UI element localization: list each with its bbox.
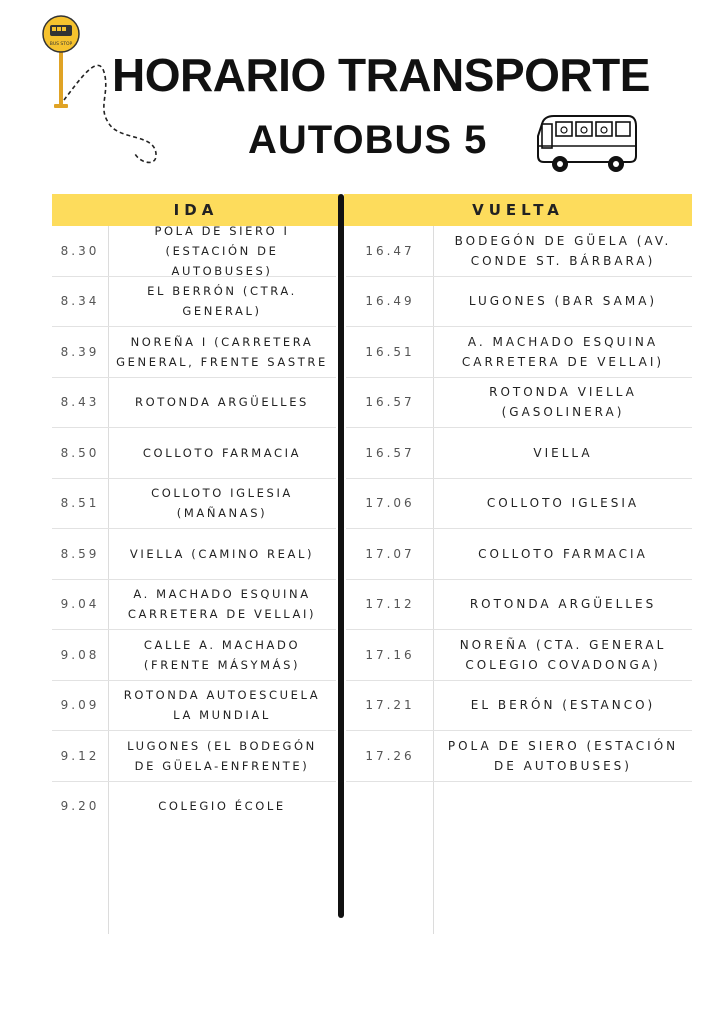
ida-stop: COLLOTO FARMACIA [142, 445, 302, 460]
vuelta-time: 17.26 [365, 748, 415, 763]
ida-time: 8.39 [60, 344, 100, 359]
ida-time: 9.04 [60, 597, 100, 612]
ida-time: 9.20 [60, 799, 100, 814]
vuelta-time: 16.47 [365, 243, 415, 258]
table-row [346, 529, 692, 580]
table-row [52, 428, 336, 479]
table-row [52, 479, 336, 530]
vuelta-time: 17.07 [365, 546, 415, 561]
table-row [52, 731, 336, 782]
table-row [52, 529, 336, 580]
ida-time: 8.50 [60, 445, 100, 460]
table-row [346, 580, 692, 631]
table-row [346, 731, 692, 782]
bus-icon [532, 110, 642, 180]
ida-time: 8.59 [60, 546, 100, 561]
vuelta-stop: LUGONES (BAR SAMA) [468, 294, 658, 309]
ida-stop: POLA DE SIERO I (ESTACIÓN DE AUTOBUSES) [154, 223, 290, 278]
vuelta-stop: COLLOTO FARMACIA [478, 546, 648, 561]
vuelta-time: 16.57 [365, 395, 415, 410]
vuelta-time: 16.57 [365, 445, 415, 460]
vuelta-time: 16.51 [365, 344, 415, 359]
header [0, 0, 724, 190]
table-row [346, 630, 692, 681]
table-row [346, 226, 692, 277]
ida-stop: LUGONES (EL BODEGÓN DE GÜELA-ENFRENTE) [127, 738, 317, 773]
vuelta-time: 17.21 [365, 698, 415, 713]
table-row [346, 428, 692, 479]
vuelta-stop: A. MACHADO ESQUINA CARRETERA DE VELLAI) [461, 334, 665, 369]
ida-stop: ROTONDA AUTOESCUELA LA MUNDIAL [123, 688, 321, 723]
vuelta-stop: ROTONDA VIELLA (GASOLINERA) [489, 385, 637, 420]
bus-stop-sign-text: BUS STOP [49, 42, 73, 47]
ida-stop: ROTONDA ARGÜELLES [135, 395, 309, 410]
vuelta-stop: BODEGÓN DE GÜELA (AV. CONDE ST. BÁRBARA) [454, 233, 672, 268]
page-subtitle: AUTOBUS 5 [248, 118, 488, 162]
ida-stop: CALLE A. MACHADO (FRENTE MÁSYMÁS) [143, 637, 301, 672]
table-row [52, 580, 336, 631]
ida-stop: COLLOTO IGLESIA (MAÑANAS) [151, 486, 293, 521]
vuelta-header: VUELTA [344, 194, 692, 226]
vuelta-time: 17.06 [365, 496, 415, 511]
vuelta-stop: VIELLA [533, 445, 593, 460]
ida-time: 9.08 [60, 647, 100, 662]
vuelta-stop: ROTONDA ARGÜELLES [469, 597, 657, 612]
ida-time: 8.30 [60, 243, 100, 258]
page-title: HORARIO TRANSPORTE [112, 49, 650, 101]
column-divider [338, 194, 344, 918]
table-row [346, 378, 692, 429]
ida-time: 9.12 [60, 748, 100, 763]
ida-stop: COLEGIO ÉCOLE [158, 799, 286, 814]
vuelta-stop: EL BERÓN (ESTANCO) [470, 698, 656, 713]
table-row [52, 277, 336, 328]
vuelta-stop: COLLOTO IGLESIA [486, 496, 640, 511]
table-row [52, 327, 336, 378]
table-row [346, 327, 692, 378]
vuelta-table [346, 226, 692, 782]
table-row [52, 378, 336, 429]
table-row [52, 681, 336, 732]
ida-table [52, 223, 336, 831]
table-row [346, 681, 692, 732]
table-row [346, 277, 692, 328]
table-row [52, 630, 336, 681]
ida-stop: A. MACHADO ESQUINA CARRETERA DE VELLAI) [127, 587, 317, 622]
vuelta-stop: POLA DE SIERO (ESTACIÓN DE AUTOBUSES) [447, 738, 679, 773]
table-row [52, 223, 336, 278]
ida-time: 8.51 [60, 496, 100, 511]
ida-time: 8.43 [60, 395, 100, 410]
vuelta-stop: NOREÑA (CTA. GENERAL COLEGIO COVADONGA) [459, 637, 667, 672]
ida-stop: EL BERRÓN (CTRA. GENERAL) [147, 284, 297, 319]
ida-stop: VIELLA (CAMINO REAL) [129, 546, 315, 561]
vuelta-time: 17.16 [365, 647, 415, 662]
ida-stop: NOREÑA I (CARRETERA GENERAL, FRENTE SASTRE [116, 334, 328, 369]
table-row [52, 782, 336, 832]
table-row [346, 479, 692, 530]
ida-time: 9.09 [60, 698, 100, 713]
ida-header: IDA [52, 194, 340, 226]
vuelta-time: 16.49 [365, 294, 415, 309]
vuelta-time: 17.12 [365, 597, 415, 612]
ida-time: 8.34 [60, 294, 100, 309]
